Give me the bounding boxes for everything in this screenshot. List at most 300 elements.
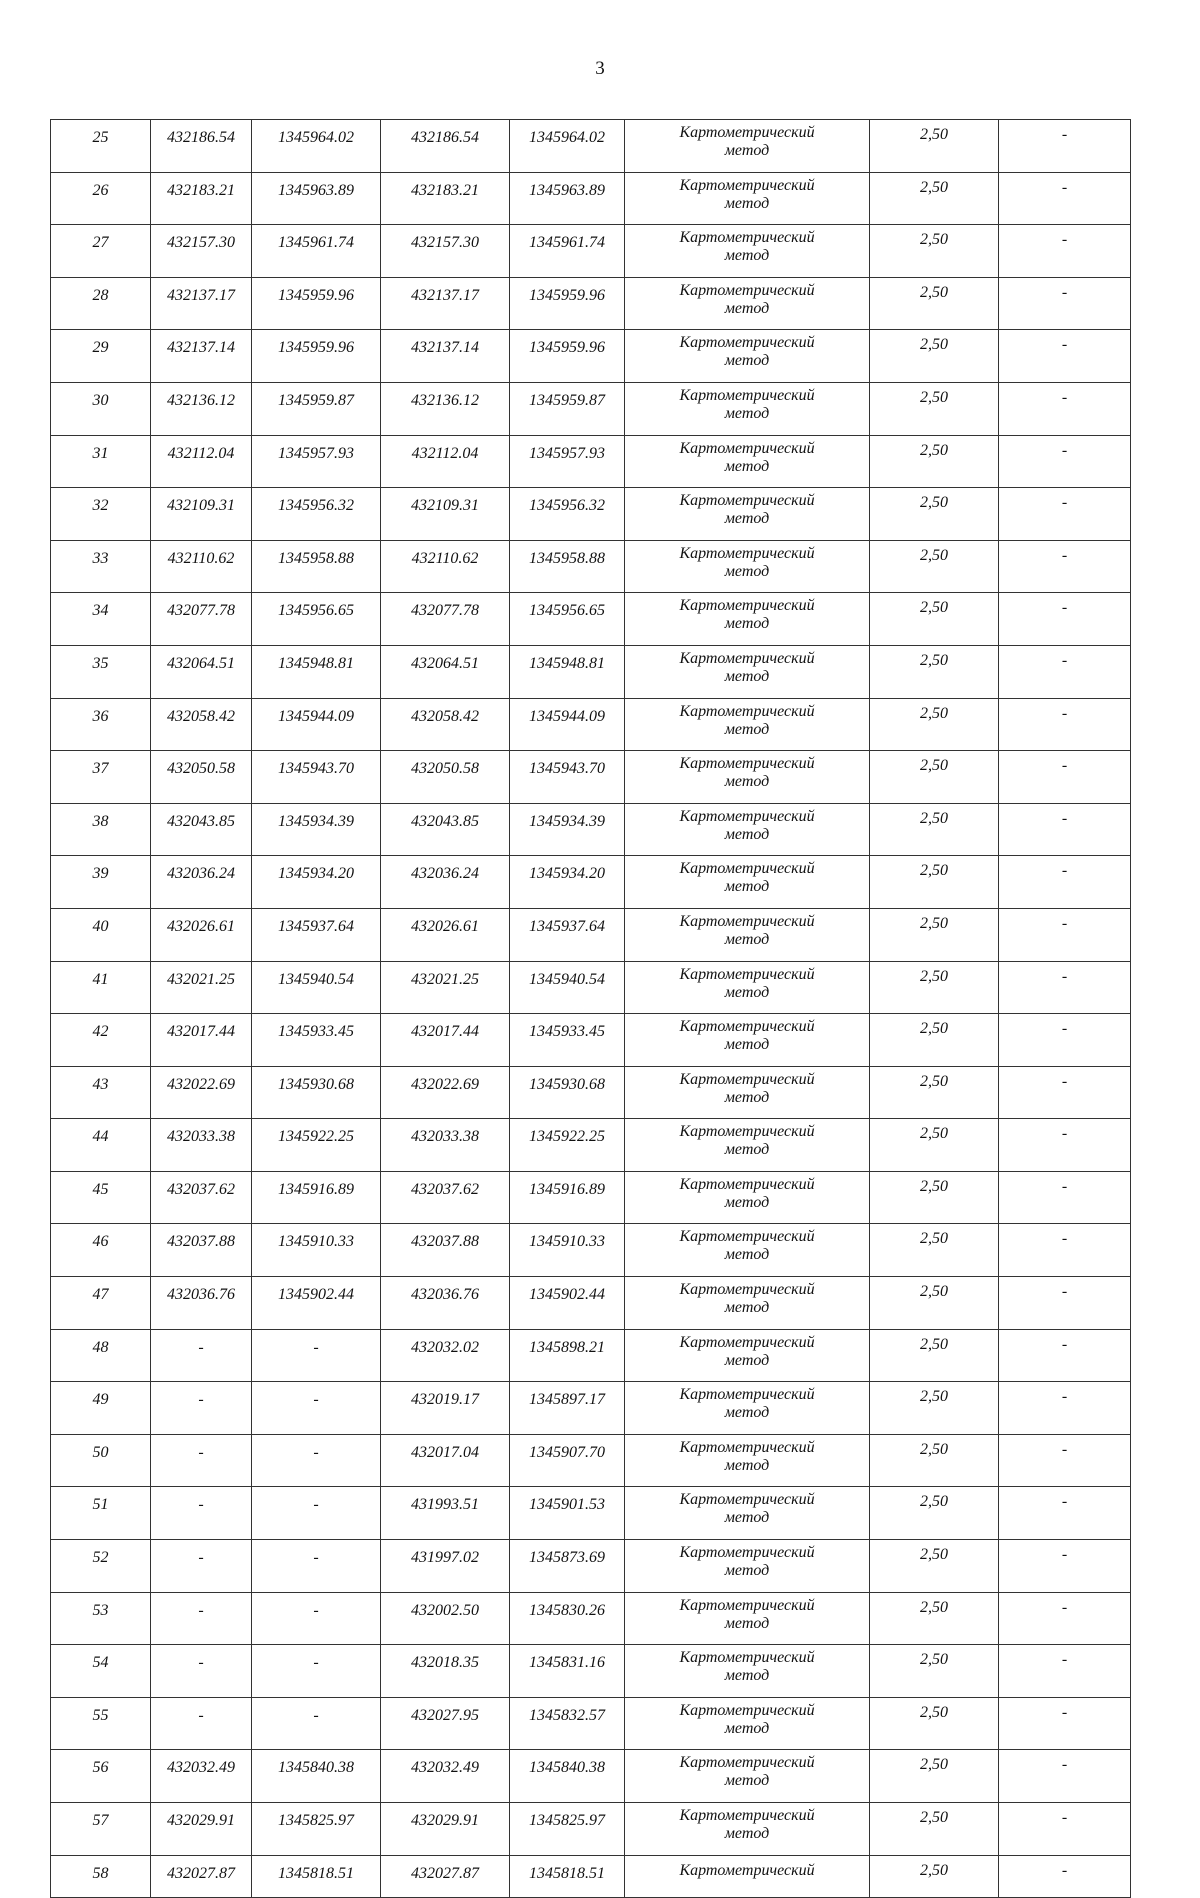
coordinates-table: [50, 119, 1131, 1898]
description-cell: -: [999, 1592, 1131, 1645]
precision-cell: 2,50: [870, 1855, 999, 1897]
new-y-cell: 1345940.54: [510, 961, 625, 1014]
new-y-cell: 1345958.88: [510, 540, 625, 593]
description-cell: -: [999, 856, 1131, 909]
method-line-1: Картометрический: [679, 1123, 815, 1141]
description-cell: -: [999, 1487, 1131, 1540]
method-line-2: метод: [724, 247, 770, 265]
precision-cell: 2,50: [870, 1803, 999, 1856]
existing-x-cell: 432027.87: [151, 1855, 252, 1897]
existing-y-cell: 1345902.44: [252, 1277, 381, 1330]
point-number-cell: 46: [51, 1224, 151, 1277]
existing-y-cell: -: [252, 1592, 381, 1645]
method-line-2: метод: [724, 615, 770, 633]
precision-cell: 2,50: [870, 277, 999, 330]
existing-y-cell: 1345818.51: [252, 1855, 381, 1897]
new-y-cell: 1345934.20: [510, 856, 625, 909]
point-number-cell: 26: [51, 172, 151, 225]
new-y-cell: 1345963.89: [510, 172, 625, 225]
existing-y-cell: -: [252, 1434, 381, 1487]
method-cell: [625, 435, 870, 488]
existing-y-cell: 1345933.45: [252, 1014, 381, 1067]
new-y-cell: 1345961.74: [510, 225, 625, 278]
precision-cell: 2,50: [870, 1645, 999, 1698]
method-line-1: Картометрический: [679, 1386, 815, 1404]
method-line-1: Картометрический: [679, 1175, 815, 1193]
description-cell: -: [999, 1697, 1131, 1750]
table-row: [51, 803, 1131, 856]
precision-cell: 2,50: [870, 856, 999, 909]
point-number-cell: 48: [51, 1329, 151, 1382]
description-cell: -: [999, 1014, 1131, 1067]
existing-x-cell: 432026.61: [151, 908, 252, 961]
description-cell: -: [999, 908, 1131, 961]
method-line-2: метод: [724, 1404, 770, 1422]
method-line-2: метод: [724, 1193, 770, 1211]
existing-y-cell: 1345961.74: [252, 225, 381, 278]
precision-cell: 2,50: [870, 120, 999, 173]
existing-y-cell: 1345840.38: [252, 1750, 381, 1803]
existing-y-cell: 1345957.93: [252, 435, 381, 488]
new-x-cell: 432017.04: [381, 1434, 510, 1487]
new-x-cell: 432058.42: [381, 698, 510, 751]
new-x-cell: 432027.95: [381, 1697, 510, 1750]
method-cell: [625, 645, 870, 698]
description-cell: -: [999, 382, 1131, 435]
method-line-2: метод: [724, 1719, 770, 1737]
existing-y-cell: 1345959.87: [252, 382, 381, 435]
existing-x-cell: 432183.21: [151, 172, 252, 225]
table-row: [51, 172, 1131, 225]
existing-x-cell: 432136.12: [151, 382, 252, 435]
new-y-cell: 1345933.45: [510, 1014, 625, 1067]
existing-x-cell: -: [151, 1487, 252, 1540]
table-row: [51, 435, 1131, 488]
new-x-cell: 432037.88: [381, 1224, 510, 1277]
new-y-cell: 1345930.68: [510, 1066, 625, 1119]
description-cell: -: [999, 1119, 1131, 1172]
existing-x-cell: 432110.62: [151, 540, 252, 593]
table-row: [51, 1329, 1131, 1382]
existing-y-cell: 1345948.81: [252, 645, 381, 698]
method-line-1: Картометрический: [679, 1228, 815, 1246]
method-cell: [625, 277, 870, 330]
table-row: [51, 488, 1131, 541]
existing-y-cell: 1345959.96: [252, 277, 381, 330]
method-line-1: Картометрический: [679, 807, 815, 825]
point-number-cell: 47: [51, 1277, 151, 1330]
method-line-2: метод: [724, 1667, 770, 1685]
existing-y-cell: 1345963.89: [252, 172, 381, 225]
new-x-cell: 432029.91: [381, 1803, 510, 1856]
method-line-1: Картометрический: [679, 1596, 815, 1614]
point-number-cell: 53: [51, 1592, 151, 1645]
precision-cell: 2,50: [870, 1329, 999, 1382]
precision-cell: 2,50: [870, 172, 999, 225]
description-cell: -: [999, 1750, 1131, 1803]
method-line-2: метод: [724, 1614, 770, 1632]
new-x-cell: 432032.49: [381, 1750, 510, 1803]
method-line-1: Картометрический: [679, 334, 815, 352]
method-line-1: Картометрический: [679, 492, 815, 510]
new-x-cell: 432033.38: [381, 1119, 510, 1172]
method-cell: [625, 1066, 870, 1119]
method-cell: [625, 488, 870, 541]
table-row: [51, 1487, 1131, 1540]
new-y-cell: 1345831.16: [510, 1645, 625, 1698]
point-number-cell: 37: [51, 751, 151, 804]
point-number-cell: 44: [51, 1119, 151, 1172]
description-cell: -: [999, 1171, 1131, 1224]
table-row: [51, 1855, 1131, 1897]
point-number-cell: 58: [51, 1855, 151, 1897]
method-line-1: Картометрический: [679, 1754, 815, 1772]
method-line-2: метод: [724, 773, 770, 791]
point-number-cell: 43: [51, 1066, 151, 1119]
method-line-2: метод: [724, 1825, 770, 1842]
method-line-2: метод: [724, 562, 770, 580]
point-number-cell: 31: [51, 435, 151, 488]
description-cell: -: [999, 961, 1131, 1014]
method-cell: [625, 540, 870, 593]
method-line-1: Картометрический: [679, 1491, 815, 1509]
new-y-cell: 1345832.57: [510, 1697, 625, 1750]
new-x-cell: 432026.61: [381, 908, 510, 961]
precision-cell: 2,50: [870, 908, 999, 961]
table-row: [51, 120, 1131, 173]
description-cell: -: [999, 1277, 1131, 1330]
method-line-1: Картометрический: [679, 860, 815, 878]
method-line-2: метод: [724, 1299, 770, 1317]
table-row: [51, 908, 1131, 961]
description-cell: -: [999, 1434, 1131, 1487]
new-y-cell: 1345944.09: [510, 698, 625, 751]
method-line-1: Картометрический: [679, 544, 815, 562]
method-line-1: Картометрический: [679, 702, 815, 720]
table-row: [51, 1434, 1131, 1487]
existing-y-cell: -: [252, 1329, 381, 1382]
point-number-cell: 49: [51, 1382, 151, 1435]
existing-x-cell: 432036.76: [151, 1277, 252, 1330]
new-y-cell: 1345897.17: [510, 1382, 625, 1435]
description-cell: -: [999, 1540, 1131, 1593]
method-line-1: Картометрический: [679, 229, 815, 247]
precision-cell: 2,50: [870, 1277, 999, 1330]
method-line-1: Картометрический: [679, 1070, 815, 1088]
description-cell: -: [999, 488, 1131, 541]
method-cell: [625, 1329, 870, 1382]
new-x-cell: 432018.35: [381, 1645, 510, 1698]
point-number-cell: 35: [51, 645, 151, 698]
method-line-2: метод: [724, 457, 770, 475]
table-row: [51, 1540, 1131, 1593]
method-line-1: Картометрический: [679, 1544, 815, 1562]
table-row: [51, 1014, 1131, 1067]
description-cell: -: [999, 698, 1131, 751]
table-row: [51, 856, 1131, 909]
point-number-cell: 28: [51, 277, 151, 330]
point-number-cell: 40: [51, 908, 151, 961]
new-y-cell: 1345830.26: [510, 1592, 625, 1645]
existing-y-cell: 1345956.32: [252, 488, 381, 541]
method-line-1: Картометрический: [679, 1018, 815, 1036]
existing-x-cell: -: [151, 1592, 252, 1645]
method-line-2: метод: [724, 194, 770, 212]
new-y-cell: 1345922.25: [510, 1119, 625, 1172]
precision-cell: 2,50: [870, 1382, 999, 1435]
description-cell: -: [999, 120, 1131, 173]
existing-x-cell: 432157.30: [151, 225, 252, 278]
new-x-cell: 432027.87: [381, 1855, 510, 1897]
new-x-cell: 432017.44: [381, 1014, 510, 1067]
method-line-1: Картометрический: [679, 1861, 815, 1879]
precision-cell: 2,50: [870, 803, 999, 856]
method-line-2: метод: [724, 983, 770, 1001]
existing-x-cell: -: [151, 1329, 252, 1382]
table-row: [51, 382, 1131, 435]
new-x-cell: 432112.04: [381, 435, 510, 488]
point-number-cell: 32: [51, 488, 151, 541]
existing-y-cell: 1345934.39: [252, 803, 381, 856]
method-cell: [625, 382, 870, 435]
method-cell: [625, 1487, 870, 1540]
existing-y-cell: 1345910.33: [252, 1224, 381, 1277]
precision-cell: 2,50: [870, 435, 999, 488]
precision-cell: 2,50: [870, 1224, 999, 1277]
existing-y-cell: 1345916.89: [252, 1171, 381, 1224]
description-cell: -: [999, 277, 1131, 330]
method-cell: [625, 225, 870, 278]
method-line-2: метод: [724, 878, 770, 896]
page-number: 3: [595, 58, 605, 79]
point-number-cell: 27: [51, 225, 151, 278]
method-line-2: метод: [724, 299, 770, 317]
new-x-cell: 432037.62: [381, 1171, 510, 1224]
new-y-cell: 1345825.97: [510, 1803, 625, 1856]
point-number-cell: 33: [51, 540, 151, 593]
table-row: [51, 1697, 1131, 1750]
method-cell: [625, 1750, 870, 1803]
table-row: [51, 1171, 1131, 1224]
method-cell: [625, 961, 870, 1014]
point-number-cell: 41: [51, 961, 151, 1014]
method-cell: [625, 751, 870, 804]
existing-y-cell: 1345958.88: [252, 540, 381, 593]
existing-y-cell: 1345825.97: [252, 1803, 381, 1856]
new-x-cell: 432019.17: [381, 1382, 510, 1435]
method-cell: [625, 172, 870, 225]
precision-cell: 2,50: [870, 1066, 999, 1119]
point-number-cell: 25: [51, 120, 151, 173]
method-line-2: метод: [724, 1562, 770, 1580]
existing-x-cell: 432037.62: [151, 1171, 252, 1224]
method-line-1: Картометрический: [679, 965, 815, 983]
existing-x-cell: 432021.25: [151, 961, 252, 1014]
new-y-cell: 1345957.93: [510, 435, 625, 488]
table-row: [51, 540, 1131, 593]
point-number-cell: 34: [51, 593, 151, 646]
existing-x-cell: 432029.91: [151, 1803, 252, 1856]
description-cell: -: [999, 172, 1131, 225]
description-cell: -: [999, 1066, 1131, 1119]
description-cell: -: [999, 1803, 1131, 1856]
existing-x-cell: -: [151, 1645, 252, 1698]
description-cell: -: [999, 803, 1131, 856]
existing-x-cell: 432022.69: [151, 1066, 252, 1119]
method-cell: [625, 803, 870, 856]
table-row: [51, 330, 1131, 383]
method-line-2: метод: [724, 720, 770, 738]
new-x-cell: 432077.78: [381, 593, 510, 646]
point-number-cell: 38: [51, 803, 151, 856]
new-y-cell: 1345916.89: [510, 1171, 625, 1224]
method-cell: [625, 1382, 870, 1435]
precision-cell: 2,50: [870, 1697, 999, 1750]
table-row: [51, 645, 1131, 698]
table-row: [51, 1066, 1131, 1119]
existing-x-cell: 432058.42: [151, 698, 252, 751]
method-cell: [625, 1224, 870, 1277]
method-line-1: Картометрический: [679, 1649, 815, 1667]
method-line-1: Картометрический: [679, 649, 815, 667]
method-cell: [625, 856, 870, 909]
method-line-2: метод: [724, 825, 770, 843]
precision-cell: 2,50: [870, 1540, 999, 1593]
existing-y-cell: 1345944.09: [252, 698, 381, 751]
precision-cell: 2,50: [870, 488, 999, 541]
method-cell: [625, 908, 870, 961]
description-cell: -: [999, 1855, 1131, 1897]
method-line-1: Картометрический: [679, 1807, 815, 1824]
new-y-cell: 1345910.33: [510, 1224, 625, 1277]
new-y-cell: 1345934.39: [510, 803, 625, 856]
existing-y-cell: 1345930.68: [252, 1066, 381, 1119]
new-x-cell: 431993.51: [381, 1487, 510, 1540]
method-line-1: Картометрический: [679, 1281, 815, 1299]
table-row: [51, 1119, 1131, 1172]
existing-x-cell: 432037.88: [151, 1224, 252, 1277]
existing-x-cell: 432033.38: [151, 1119, 252, 1172]
method-cell: [625, 1119, 870, 1172]
existing-x-cell: 432077.78: [151, 593, 252, 646]
table-row: [51, 277, 1131, 330]
description-cell: -: [999, 1382, 1131, 1435]
point-number-cell: 50: [51, 1434, 151, 1487]
existing-x-cell: -: [151, 1697, 252, 1750]
method-line-1: Картометрический: [679, 755, 815, 773]
description-cell: -: [999, 435, 1131, 488]
method-line-2: метод: [724, 1772, 770, 1790]
new-y-cell: 1345959.96: [510, 330, 625, 383]
description-cell: -: [999, 593, 1131, 646]
precision-cell: 2,50: [870, 330, 999, 383]
existing-y-cell: -: [252, 1487, 381, 1540]
method-line-2: метод: [724, 1246, 770, 1264]
method-cell: [625, 1171, 870, 1224]
table-row: [51, 225, 1131, 278]
method-cell: [625, 593, 870, 646]
table-row: [51, 1803, 1131, 1856]
new-y-cell: 1345959.87: [510, 382, 625, 435]
existing-x-cell: 432064.51: [151, 645, 252, 698]
method-line-2: метод: [724, 142, 770, 159]
method-line-1: Картометрический: [679, 1333, 815, 1351]
table-row: [51, 751, 1131, 804]
precision-cell: 2,50: [870, 961, 999, 1014]
method-cell: [625, 1540, 870, 1593]
description-cell: -: [999, 751, 1131, 804]
method-line-2: метод: [724, 1088, 770, 1106]
existing-x-cell: 432036.24: [151, 856, 252, 909]
existing-y-cell: 1345922.25: [252, 1119, 381, 1172]
method-cell: [625, 1697, 870, 1750]
new-x-cell: 432110.62: [381, 540, 510, 593]
new-y-cell: 1345901.53: [510, 1487, 625, 1540]
precision-cell: 2,50: [870, 751, 999, 804]
existing-y-cell: -: [252, 1540, 381, 1593]
new-x-cell: 432036.24: [381, 856, 510, 909]
point-number-cell: 29: [51, 330, 151, 383]
precision-cell: 2,50: [870, 1014, 999, 1067]
table-row: [51, 1592, 1131, 1645]
method-cell: [625, 1855, 870, 1897]
existing-y-cell: 1345964.02: [252, 120, 381, 173]
new-x-cell: 432186.54: [381, 120, 510, 173]
existing-y-cell: 1345940.54: [252, 961, 381, 1014]
new-y-cell: 1345943.70: [510, 751, 625, 804]
existing-y-cell: 1345956.65: [252, 593, 381, 646]
method-line-1: Картометрический: [679, 597, 815, 615]
method-cell: [625, 1592, 870, 1645]
table-row: [51, 1750, 1131, 1803]
point-number-cell: 57: [51, 1803, 151, 1856]
existing-y-cell: 1345934.20: [252, 856, 381, 909]
method-line-2: метод: [724, 352, 770, 370]
method-line-2: метод: [724, 1036, 770, 1054]
method-line-1: Картометрический: [679, 439, 815, 457]
new-y-cell: 1345818.51: [510, 1855, 625, 1897]
existing-x-cell: 432137.14: [151, 330, 252, 383]
new-x-cell: 432183.21: [381, 172, 510, 225]
new-x-cell: 432137.14: [381, 330, 510, 383]
existing-x-cell: 432186.54: [151, 120, 252, 173]
table-row: [51, 961, 1131, 1014]
existing-x-cell: -: [151, 1540, 252, 1593]
existing-x-cell: 432032.49: [151, 1750, 252, 1803]
new-y-cell: 1345964.02: [510, 120, 625, 173]
new-x-cell: 432022.69: [381, 1066, 510, 1119]
precision-cell: 2,50: [870, 225, 999, 278]
method-cell: [625, 120, 870, 173]
existing-y-cell: -: [252, 1645, 381, 1698]
description-cell: -: [999, 540, 1131, 593]
precision-cell: 2,50: [870, 540, 999, 593]
precision-cell: 2,50: [870, 698, 999, 751]
method-cell: [625, 1645, 870, 1698]
point-number-cell: 55: [51, 1697, 151, 1750]
method-line-1: Картометрический: [679, 1438, 815, 1456]
method-line-1: Картометрический: [679, 281, 815, 299]
existing-y-cell: 1345959.96: [252, 330, 381, 383]
method-line-2: метод: [724, 404, 770, 422]
method-line-1: Картометрический: [679, 1701, 815, 1719]
new-x-cell: 432036.76: [381, 1277, 510, 1330]
existing-x-cell: -: [151, 1434, 252, 1487]
precision-cell: 2,50: [870, 645, 999, 698]
precision-cell: 2,50: [870, 1487, 999, 1540]
table-row: [51, 1645, 1131, 1698]
method-line-1: Картометрический: [679, 124, 815, 141]
